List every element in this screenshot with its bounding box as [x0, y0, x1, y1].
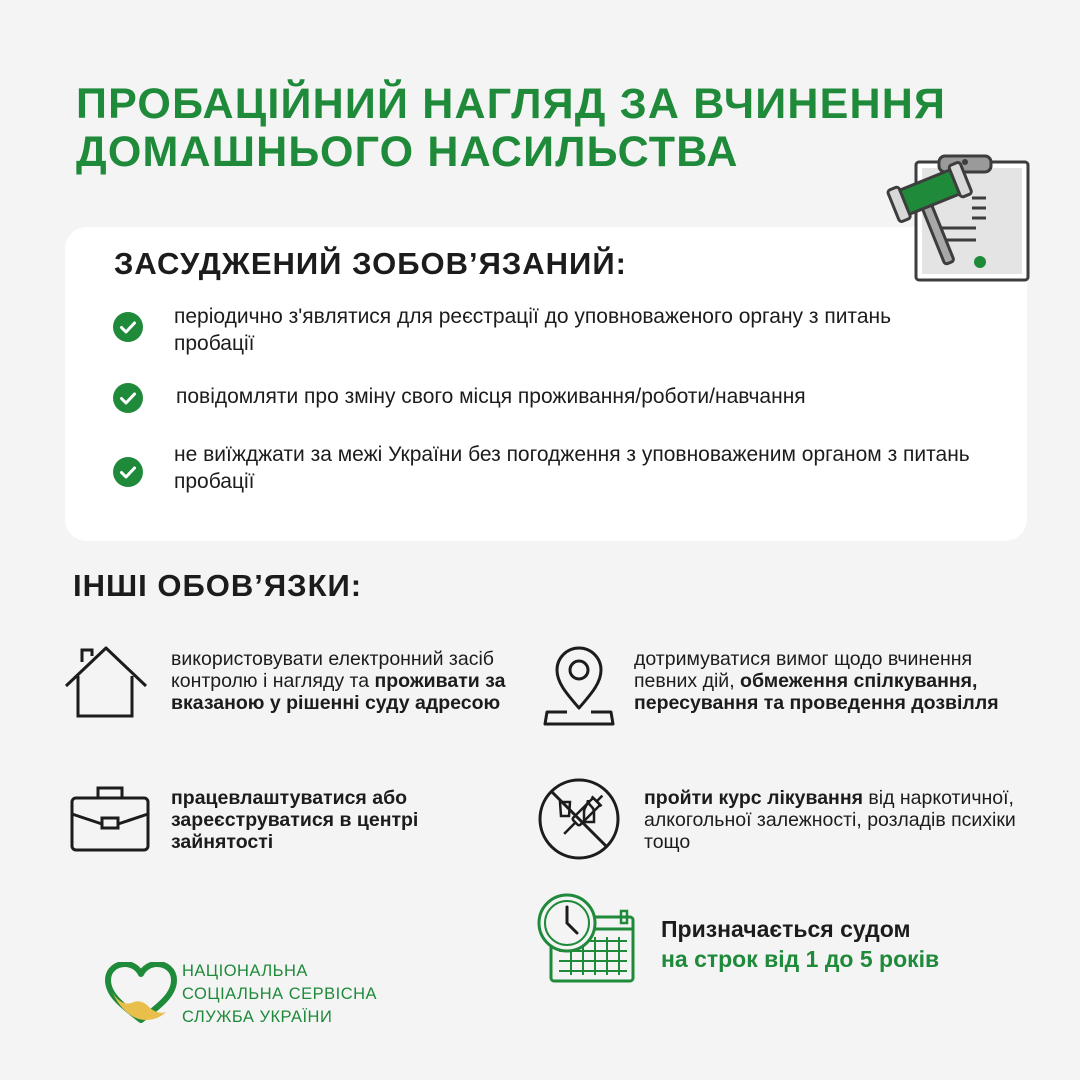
obligations-heading: ЗАСУДЖЕНИЙ ЗОБОВ’ЯЗАНИЙ:	[114, 246, 627, 281]
organization-name-line-1: НАЦІОНАЛЬНА	[182, 962, 308, 980]
duty-text-bold: пройти курс лікування	[644, 787, 863, 809]
duty-text-plain: використовувати електронний засіб контролю і нагляду та	[171, 648, 494, 692]
term-line-2: на строк від 1 до 5 років	[661, 946, 940, 972]
clock-calendar-icon	[537, 893, 637, 985]
check-icon	[113, 312, 143, 342]
clipboard-gavel-icon	[884, 150, 1030, 282]
term-line-1: Призначається судом	[661, 916, 911, 942]
briefcase-icon	[70, 786, 150, 852]
house-icon	[64, 644, 148, 720]
page-title-line-2: ДОМАШНЬОГО НАСИЛЬСТВА	[76, 128, 739, 176]
duty-text-bold: проживати за вказаною у рішенні суду адресою	[171, 670, 506, 714]
duty-text-plain: дотримуватися вимог щодо вчинення певних дій,	[634, 648, 973, 692]
location-pin-icon	[543, 646, 615, 728]
other-duties-heading: ІНШІ ОБОВ’ЯЗКИ:	[73, 568, 363, 603]
page-title-line-1: ПРОБАЦІЙНИЙ НАГЛЯД ЗА ВЧИНЕННЯ	[76, 80, 947, 128]
organization-name-line-2: СОЦІАЛЬНА СЕРВІСНА	[182, 985, 378, 1003]
duty-text-bold: обмеження спілкування, пересування та проведення дозвілля	[634, 670, 999, 714]
organization-name-line-3: СЛУЖБА УКРАЇНИ	[182, 1008, 333, 1026]
duty-text	[171, 648, 516, 714]
obligation-item: повідомляти про зміну свого місця проживання/роботи/навчання	[176, 385, 806, 408]
duty-text	[171, 787, 481, 853]
obligation-item: не виїжджати за межі України без погодження з уповноваженим органом з питань пробації	[174, 443, 970, 493]
organization-name	[182, 960, 377, 1029]
duty-text	[644, 787, 1024, 853]
duty-text	[634, 648, 1014, 714]
no-drugs-icon	[536, 776, 622, 862]
duty-text-bold: працевлаштуватися або зареєструватися в центрі зайнятості	[171, 787, 419, 853]
duty-text-plain: від наркотичної, алкогольної залежності, розладів психіки тощо	[644, 787, 1016, 853]
page-title	[76, 80, 946, 176]
heart-hand-logo	[104, 962, 178, 1024]
check-icon	[113, 383, 143, 413]
obligation-item: періодично з'являтися для реєстрації до уповноваженого органу з питань пробації	[174, 305, 892, 355]
check-icon	[113, 457, 143, 487]
term-text	[661, 914, 939, 974]
